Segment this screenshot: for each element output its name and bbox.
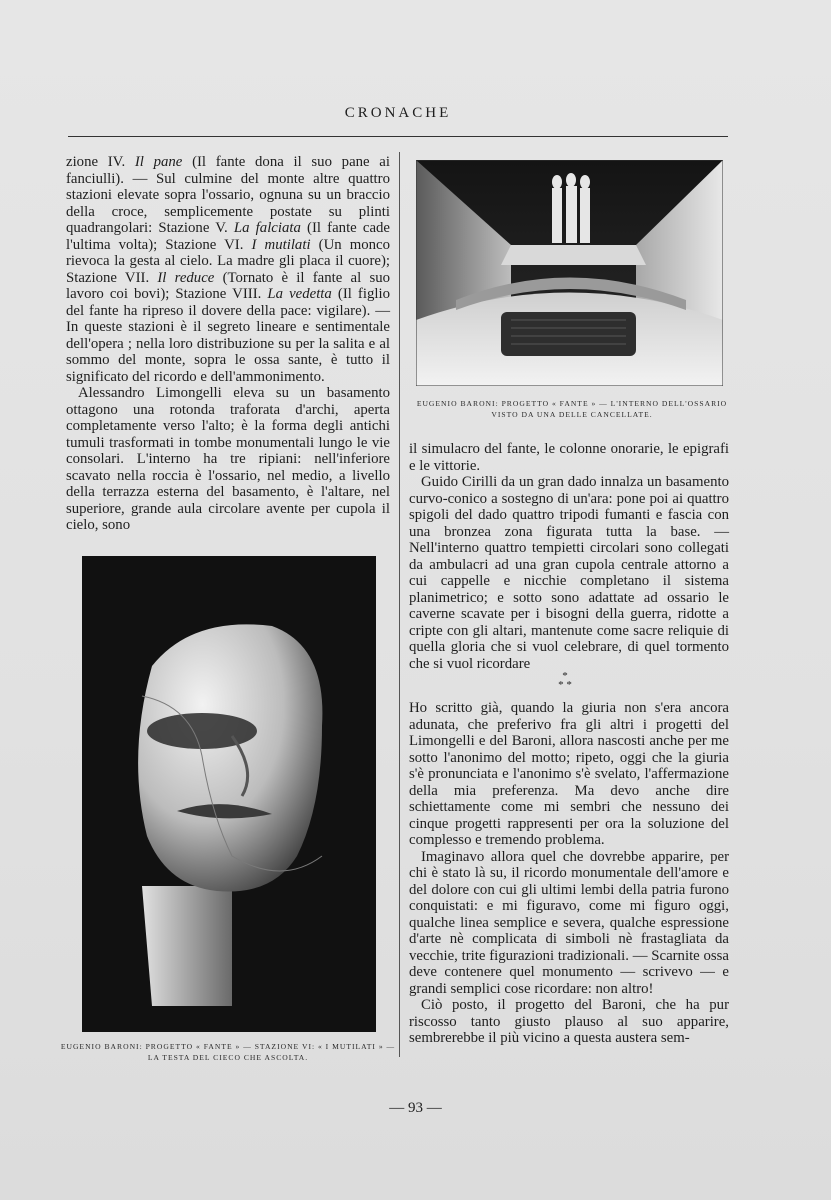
right-column-text-top (409, 441, 729, 672)
paragraph: Ho scritto già, quando la giuria non s'era ancora adunata, che preferivo fra gli altri i progetti del Limongelli e del Baroni, allora nascosti anche per me sotto l'anonimo del motto; ripeto, oggi che la giuria s'è pronunciata e l'anonimo s'è svelato, l'affermazione della mia preferenza. Ma devo anche dire schiettamente come mi sembri che nessuno dei cinque progetti rappresenti per ora la soluzione del complesso e tremendo problema. (409, 700, 729, 848)
caption-ossario: EUGENIO BARONI: PROGETTO « FANTE » — L'INTERNO DELL'OSSARIO VISTO DA UNA DELLE CANCELLATE. (416, 399, 728, 419)
italic-title: La vedetta (267, 286, 332, 302)
paragraph: il simulacro del fante, le colonne onorarie, le epigrafi e le vittorie. (409, 441, 729, 474)
column-divider (399, 152, 400, 1057)
italic-title: I mutilati (251, 236, 311, 253)
paragraph: Guido Cirilli da un gran dado innalza un basamento curvo-conico a sostegno di un'ara: pone poi ai quattro spigoli del dado quattro tripodi fumanti e fascia con una bronzea zona figurata tutta la base. — Nell'interno quattro tempietti circolari sono collegati da ambulacri ad una gran cupola centrale attorno a cui cappelle e nicchie completano il sistema planimetrico; e sotto sono adattate ad ossario le caverne scavate per i bisogni della guerra, ridotte a cripte con gli altari, mantenute come sacre reliquie di quella gloria che si vuol celebrare, di quel tormento che si vuol ricordare (409, 474, 729, 672)
caption-testa: EUGENIO BARONI: PROGETTO « FANTE » — STAZIONE VI: « I MUTILATI » — LA TESTA DEL CIECO CHE ASCOLTA. (60, 1042, 396, 1062)
paragraph: zione IV. Il pane (Il fante dona il suo pane ai fanciulli). — Sul culmine del monte altre quattro stazioni elevate sopra l'ossario, ognuna su un braccio della croce, semplicemente postate su plinti quadrangolari: Stazione V. La falciata (Il fante cade l'ultima volta); Stazione VI. I mutilati (Un monco rievoca la gesta al cielo. La madre gli placa il cuore); Stazione VII. Il reduce (Tornato è il fante al suo lavoro coi bovi); Stazione VIII. La vedetta (Il figlio del fante ha ripreso il dovere della pace: vigilare). — In queste stazioni è il segreto lineare e sentimentale dell'opera ; nella loro distribuzione su per la salita e al sommo del monte, sopra le ossa sante, è tutto il significato del ricordo e dell'ammonimento. (66, 154, 390, 385)
paragraph: Imaginavo allora quel che dovrebbe apparire, per chi è stato là su, il ricordo monumentale dell'amore e del dolore con cui gli ultimi lembi della patria furono conquistati: e mi figuravo, come mi figuro oggi, qualche linea semplice e severa, qualche espressione d'arte nè complicata di simboli nè frastagliata da vecchie, trite figurazioni tradizionali. — Scarnite ossa deve contenere quel monumento — scrivevo — e grandi semplici cose ricordare: non altro! (409, 848, 729, 997)
paragraph: Ciò posto, il progetto del Baroni, che ha pur riscosso tanto giusto plauso al suo apparire, sembrerebbe il più vicino a questa austera sem- (409, 997, 729, 1046)
italic-title: Il reduce (157, 269, 215, 286)
italic-title: La falciata (233, 220, 301, 236)
paragraph: Alessandro Limongelli eleva su un basamento ottagono una rotonda traforata d'archi, aperta completamente verso l'alto; è la forma degli antichi tumuli trasformati in tombe monumentali lungo le vie consolari. L'interno ha tre ripiani: nell'inferiore scavato nella roccia è l'ossario, nel medio, a livello della terrazza esterna del basamento, è l'altare, nel superiore, grande aula circolare avente per cupola il cielo, sono (66, 385, 390, 533)
ossario-illustration (416, 160, 723, 386)
photo-head-sculpture (82, 556, 376, 1032)
right-column-text-bottom (409, 700, 729, 1047)
section-asterism: * * * (558, 670, 572, 691)
photo-ossario-interior (416, 160, 723, 386)
italic-title: Il pane (134, 154, 183, 170)
header-rule (68, 136, 728, 137)
head-illustration (82, 556, 376, 1032)
running-header: CRONACHE (344, 105, 452, 121)
page-number: — 93 — (389, 1100, 442, 1116)
left-column-text (66, 154, 390, 534)
